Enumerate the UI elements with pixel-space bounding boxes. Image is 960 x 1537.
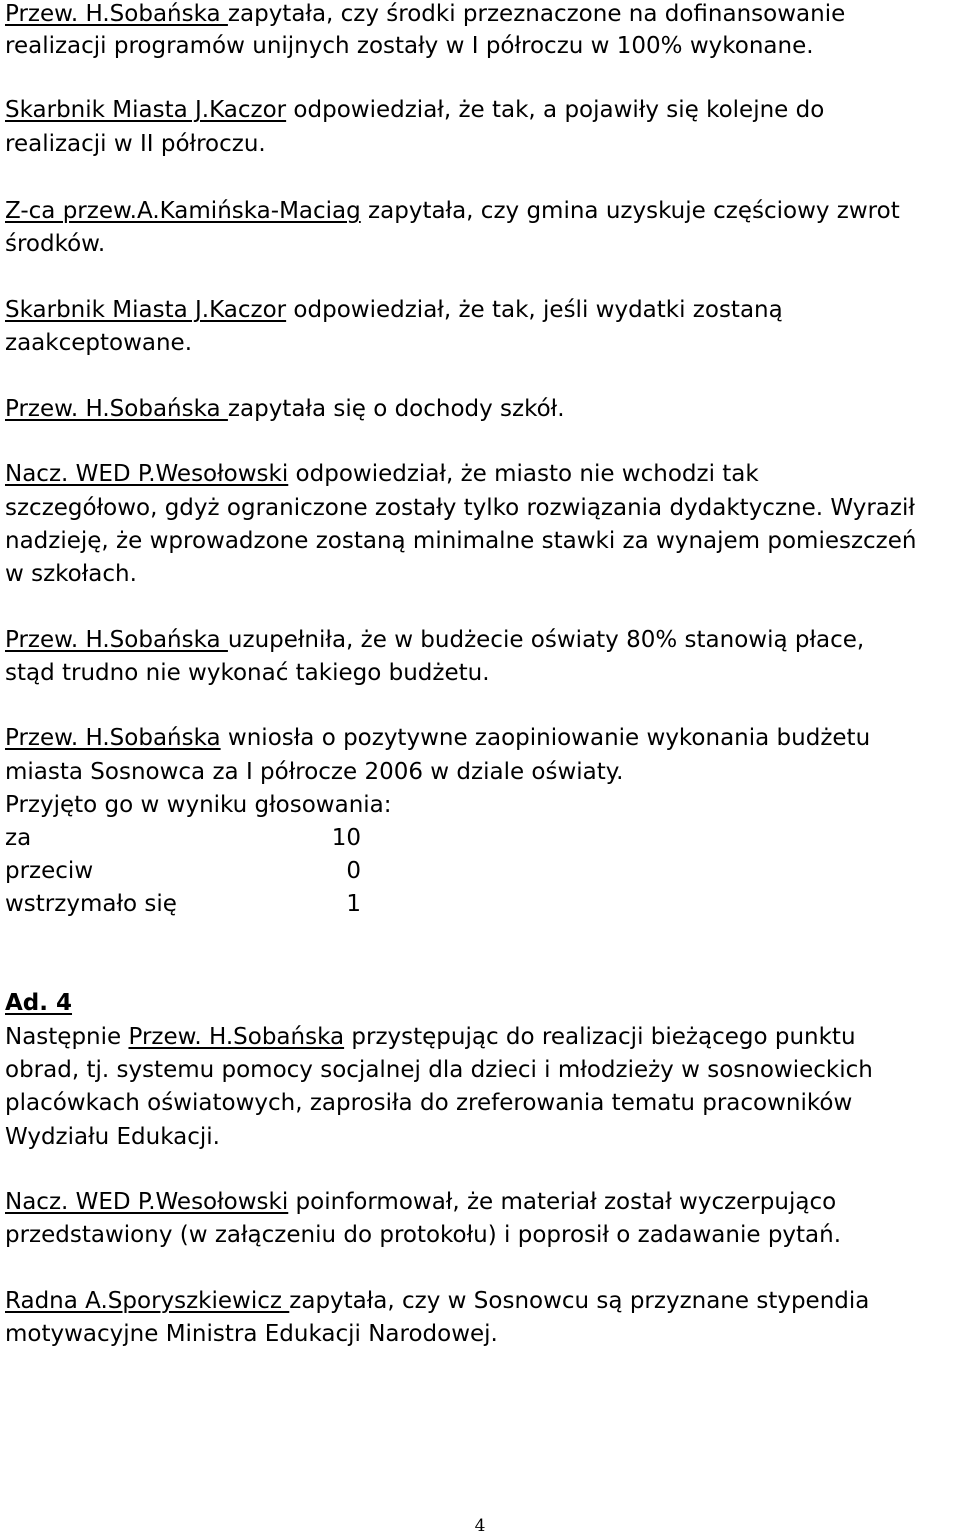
paragraph-line	[5, 0, 955, 30]
speaker-name: Skarbnik Miasta J.Kaczor	[5, 97, 287, 123]
speaker-name: Nacz. WED P.Wesołowski	[5, 1189, 289, 1215]
vote-value: 10	[331, 825, 361, 851]
paragraph-text: przystępując do realizacji bieżącego punktu	[344, 1024, 856, 1050]
page-number: 4	[474, 1516, 486, 1536]
paragraph-text: odpowiedział, że tak, a pojawiły się kolejne do	[286, 97, 825, 123]
paragraph-line	[5, 1285, 955, 1317]
speaker-name: Przew. H.Sobańska	[5, 1, 228, 27]
paragraph-line: obrad, tj. systemu pomocy socjalnej dla dzieci i młodzieży w sosnowieckich	[5, 1057, 873, 1083]
speaker-name: Nacz. WED P.Wesołowski	[5, 461, 289, 487]
vote-label: przeciw	[5, 858, 94, 884]
paragraph-line	[5, 393, 565, 425]
paragraph-line: Przyjęto go w wyniku głosowania:	[5, 792, 392, 818]
paragraph-line	[5, 1186, 955, 1218]
vote-row	[5, 888, 361, 920]
speaker-name: Radna A.Sporyszkiewicz	[5, 1288, 290, 1314]
paragraph-text: odpowiedział, że tak, jeśli wydatki zostaną	[286, 297, 783, 323]
section-heading: Ad. 4	[5, 990, 73, 1016]
vote-value: 0	[346, 858, 361, 884]
paragraph-text: poinformował, że materiał został wyczerpująco	[288, 1189, 837, 1215]
paragraph-line	[5, 1021, 955, 1053]
vote-label: wstrzymało się	[5, 891, 177, 917]
paragraph-line	[5, 458, 955, 490]
paragraph-line	[5, 624, 955, 656]
paragraph-line: w szkołach.	[5, 561, 137, 587]
paragraph-text: zapytała, czy w Sosnowcu są przyznane stypendia	[289, 1288, 870, 1314]
vote-row	[5, 822, 361, 854]
paragraph-line: realizacji programów unijnych zostały w I półroczu w 100% wykonane.	[5, 33, 814, 59]
paragraph-line	[5, 94, 955, 126]
paragraph-line: szczegółowo, gdyż ograniczone zostały tylko rozwiązania dydaktyczne. Wyraził	[5, 495, 915, 521]
paragraph-line: miasta Sosnowca za I półrocze 2006 w dziale oświaty.	[5, 759, 624, 785]
paragraph-text: zapytała, czy środki przeznaczone na dofinansowanie	[227, 1, 846, 27]
vote-label: za	[5, 825, 32, 851]
speaker-name: Przew. H.Sobańska	[5, 725, 221, 751]
speaker-name: Przew. H.Sobańska	[5, 627, 228, 653]
paragraph-text: odpowiedział, że miasto nie wchodzi tak	[288, 461, 759, 487]
speaker-name: Przew. H.Sobańska	[5, 396, 228, 422]
paragraph-line: Wydziału Edukacji.	[5, 1124, 220, 1150]
paragraph-line: przedstawiony (w załączeniu do protokołu) i poprosił o zadawanie pytań.	[5, 1222, 842, 1248]
speaker-name: Z-ca przew.A.Kamińska-Maciag	[5, 198, 361, 224]
paragraph-line	[5, 294, 955, 326]
paragraph-text: Następnie	[5, 1024, 129, 1050]
paragraph-line: realizacji w II półroczu.	[5, 131, 266, 157]
paragraph-line: środków.	[5, 231, 106, 257]
paragraph-line: nadzieję, że wprowadzone zostaną minimalne stawki za wynajem pomieszczeń	[5, 528, 917, 554]
vote-row	[5, 855, 361, 887]
paragraph-text: zapytała się o dochody szkół.	[227, 396, 565, 422]
paragraph-text: uzupełniła, że w budżecie oświaty 80% stanowią płace,	[227, 627, 865, 653]
paragraph-line	[5, 195, 955, 227]
paragraph-text: zapytała, czy gmina uzyskuje częściowy zwrot	[360, 198, 900, 224]
speaker-name: Skarbnik Miasta J.Kaczor	[5, 297, 287, 323]
paragraph-line: stąd trudno nie wykonać takiego budżetu.	[5, 660, 490, 686]
paragraph-text: wniosła o pozytywne zaopiniowanie wykonania budżetu	[220, 725, 871, 751]
speaker-name: Przew. H.Sobańska	[128, 1024, 345, 1050]
paragraph-line: zaakceptowane.	[5, 330, 193, 356]
paragraph-line	[5, 722, 955, 754]
paragraph-line: motywacyjne Ministra Edukacji Narodowej.	[5, 1321, 498, 1347]
vote-value: 1	[346, 891, 361, 917]
paragraph-line: placówkach oświatowych, zaprosiła do zreferowania tematu pracowników	[5, 1090, 853, 1116]
